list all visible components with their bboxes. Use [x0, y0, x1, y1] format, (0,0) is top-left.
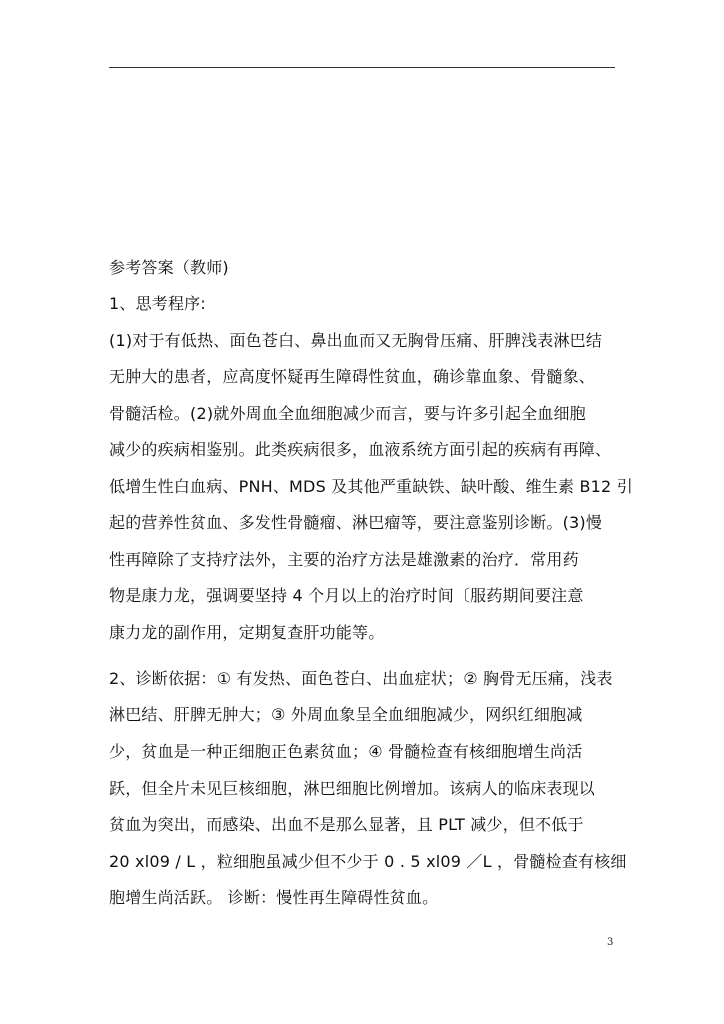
text-line: 1、思考程序:	[109, 294, 206, 313]
page-number: 3	[607, 937, 614, 948]
text-line: 无肿大的患者，应高度怀疑再生障碍性贫血，确诊靠血象、骨髓象、	[109, 367, 596, 386]
text-line: 贫血为突出，而感染、出血不是那么显著，且 PLT 减少，但不低于	[109, 815, 584, 834]
text-line: 康力龙的副作用，定期复查肝功能等。	[109, 623, 385, 642]
text-line: 物是康力龙，强调要坚持 4 个月以上的治疗时间〔服药期间要注意	[109, 586, 584, 605]
text-line: 淋巴结、肝脾无肿大；③ 外周血象呈全血细胞减少，网织红细胞减	[109, 705, 583, 724]
text-line: 少，贫血是一种正细胞正色素贫血；④ 骨髓检查有核细胞增生尚活	[109, 742, 583, 761]
answer-heading: 参考答案（教师)	[109, 258, 229, 277]
text-line: 胞增生尚活跃。 诊断：慢性再生障碍性贫血。	[109, 888, 439, 907]
text-line: 减少的疾病相鉴别。此类疾病很多，血液系统方面引起的疾病有再障、	[109, 440, 612, 459]
text-line: 跃，但全片未见巨核细胞，淋巴细胞比例增加。该病人的临床表现以	[109, 779, 596, 798]
text-line: 起的营养性贫血、多发性骨髓瘤、淋巴瘤等，要注意鉴别诊断。(3)慢	[109, 513, 603, 532]
header-rule	[109, 67, 615, 68]
text-line: 性再障除了支持疗法外，主要的治疗方法是雄激素的治疗．常用药	[109, 550, 579, 569]
text-line: 低增生性白血病、PNH、MDS 及其他严重缺铁、缺叶酸、维生素 B12 引	[109, 477, 633, 496]
text-line: 20 xl09 / L ，粒细胞虽减少但不少于 0 . 5 xl09 ／L ，骨髓检查有核细	[109, 852, 627, 871]
text-line: 2、诊断依据：① 有发热、面色苍白、出血症状；② 胸骨无压痛，浅表	[109, 669, 613, 688]
text-line: (1)对于有低热、面色苍白、鼻出血而又无胸骨压痛、肝脾浅表淋巴结	[109, 331, 603, 350]
text-line: 骨髓活检。(2)就外周血全血细胞减少而言，要与许多引起全血细胞	[109, 404, 586, 423]
